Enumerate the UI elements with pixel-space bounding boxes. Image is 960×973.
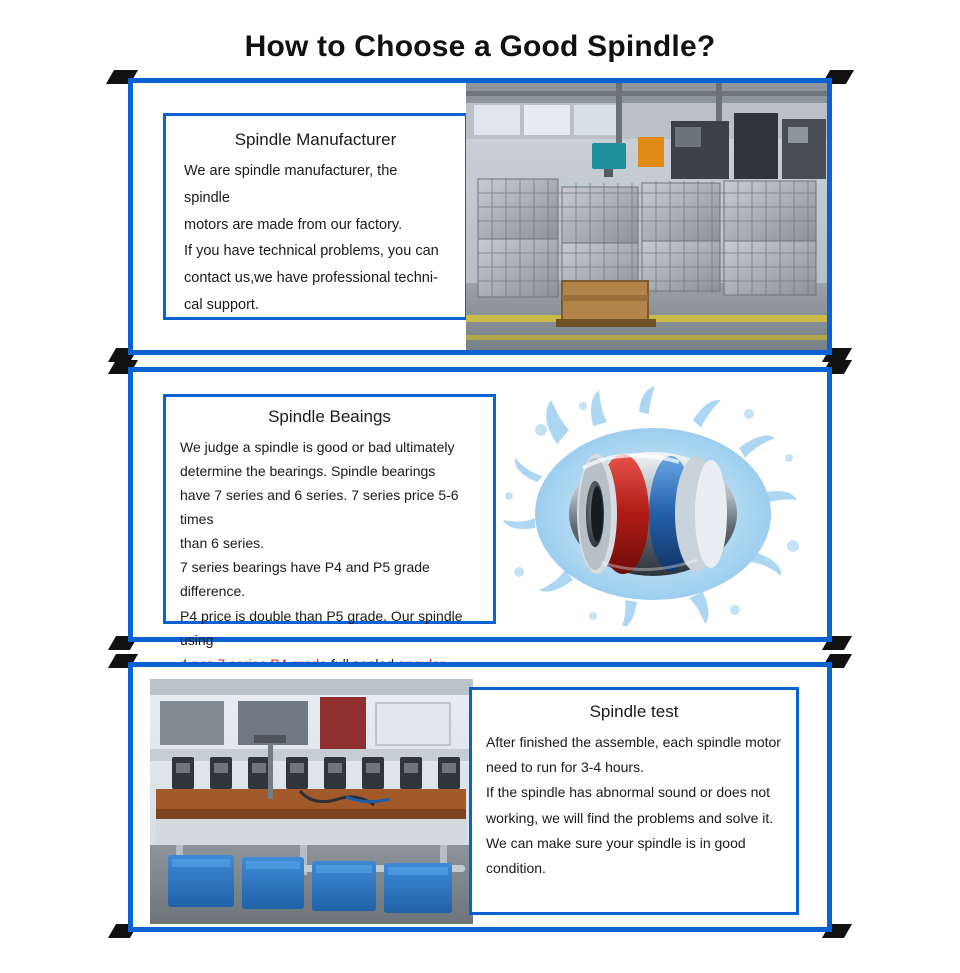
- spindle-test-bench-photo: [150, 679, 473, 924]
- bearings-title: Spindle Beaings: [268, 407, 391, 426]
- test-line-1: After finished the assemble, each spindle motor: [486, 734, 781, 750]
- manufacturer-body: [184, 158, 447, 319]
- bearings-line-4: than 6 series.: [180, 535, 265, 552]
- factory-warehouse-photo: [466, 83, 827, 350]
- page-title: How to Choose a Good Spindle?: [244, 30, 716, 63]
- manufacturer-line-3: If you have technical problems, you can: [184, 243, 439, 260]
- test-line-4: working, we will find the problems and solve it.: [486, 809, 774, 826]
- section-panel-bearings: [128, 367, 832, 648]
- bearings-line-6: P4 price is double than P5 grade. Our spindle using: [180, 607, 463, 648]
- bearings-line-5: 7 series bearings have P4 and P5 grade difference.: [180, 559, 430, 600]
- bearings-body: [180, 435, 479, 700]
- manufacturer-title: Spindle Manufacturer: [234, 130, 397, 149]
- manufacturer-text-card: [163, 113, 468, 320]
- section-panel-test: [128, 662, 832, 932]
- test-line-5: We can make sure your spindle is in good: [486, 834, 746, 851]
- manufacturer-line-5: cal support.: [184, 297, 259, 314]
- test-text-card: [469, 687, 799, 915]
- test-line-3: If the spindle has abnormal sound or does not: [486, 784, 771, 801]
- bearings-line-1: We judge a spindle is good or bad ultimately: [180, 439, 455, 455]
- manufacturer-line-1: We are spindle manufacturer, the spindle: [184, 163, 398, 206]
- section-panel-manufacturer: [128, 78, 832, 355]
- bearings-line-2: determine the bearings. Spindle bearings: [180, 463, 436, 480]
- bearings-line-3: have 7 series and 6 series. 7 series price 5-6 times: [180, 487, 459, 528]
- ball-bearing-water-splash-photo: [497, 386, 809, 626]
- manufacturer-line-2: motors are made from our factory.: [184, 216, 403, 233]
- test-body: [486, 730, 782, 881]
- test-line-2: need to run for 3-4 hours.: [486, 759, 644, 776]
- bearings-text-card: [163, 394, 496, 648]
- manufacturer-line-4: contact us,we have professional techni-: [184, 270, 438, 287]
- test-line-6: condition.: [486, 859, 546, 876]
- test-title: Spindle test: [589, 702, 679, 721]
